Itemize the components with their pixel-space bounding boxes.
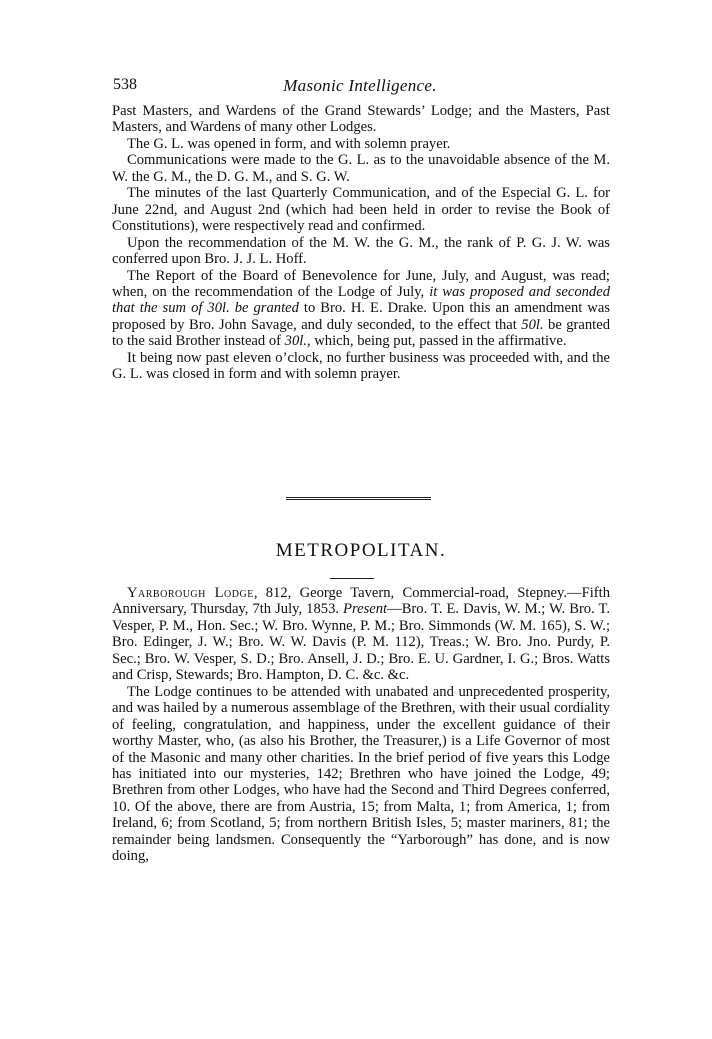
paragraph: Communications were made to the G. L. as to the unavoidable absence of the M. W. the G. M., the D. G. M., and S. G. W. <box>112 152 610 185</box>
text-run: , which, being put, passed in the affirmative. <box>306 333 567 350</box>
paragraph: Past Masters, and Wardens of the Grand Stewards’ Lodge; and the Masters, Past Masters, and Wardens of many other Lodges. <box>112 103 610 136</box>
page-number: 538 <box>113 76 137 93</box>
text-run: to Bro. H. E. Drake. Upon this an amendment was proposed by Bro. John Savage, and duly seconded, to the effect that <box>112 300 610 333</box>
paragraph: The G. L. was opened in form, and with solemn prayer. <box>127 135 451 152</box>
italic-text-run: 50l. <box>521 316 544 333</box>
present-label: Present <box>343 601 388 618</box>
text-run: —Bro. T. E. Davis, W. M.; W. Bro. T. Vesper, P. M., Hon. Sec.; W. Bro. Wynne, P. M.; Bro. Simmonds (W. M. 165), S. W.; Bro. Edinger, J. W.; Bro. W. W. Davis (P. M. 112), Treas.; W. Bro. Jno. Purdy, P. Sec.; Bro. W. Vesper, S. D.; Bro. Ansell, J. D.; Bro. E. U. Gardner, I. G.; Bros. Watts and Crisp, Stewards; Bro. Hampton, D. C. &c. &c. <box>112 601 610 684</box>
metropolitan-report <box>112 585 610 865</box>
paragraph: The minutes of the last Quarterly Communication, and of the Especial G. L. for June 22nd, and August 2nd (which had been held in order to revise the Book of Constitutions), were respectively read and confirmed. <box>112 185 610 235</box>
paragraph: Upon the recommendation of the M. W. the G. M., the rank of P. G. J. W. was conferred upon Bro. J. J. L. Hoff. <box>112 234 610 268</box>
text-run: be granted to the said Brother instead of <box>112 316 610 350</box>
paragraph: It being now past eleven o’clock, no further business was proceeded with, and the G. L. was closed in form and with solemn prayer. <box>112 349 610 383</box>
running-title: Masonic Intelligence. <box>283 76 437 95</box>
lodge-name: Yarborough Lodge <box>127 585 254 601</box>
heading-underline <box>330 578 374 579</box>
section-divider <box>286 497 431 500</box>
italic-text-run: 30l. <box>284 333 307 350</box>
italic-text-run: it was proposed and seconded that the sum of 30l. be granted <box>112 283 610 317</box>
text-run: , 812, George Tavern, Commercial-road, Stepney.—Fifth Anniversary, Thursday, 7th July, 1853. <box>112 585 610 618</box>
paragraph: The Lodge continues to be attended with unabated and unprecedented prosperity, and was hailed by a numerous assemblage of the Brethren, with their usual cordiality of feeling, congratulation, and happiness, under the excellent guidance of their worthy Master, who, (as also his Brother, the Treasurer,) is a Life Governor of most of the Masonic and many other charities. In the brief period of five years this Lodge has initiated into our mysteries, 142; Brethren who have joined the Lodge, 49; Brethren from other Lodges, who have had the Second and Third Degrees conferred, 10. Of the above, there are from Austria, 15; from Malta, 1; from America, 1; from Ireland, 6; from Scotland, 5; from northern British Isles, 5; master mariners, 81; the remainder being landsmen. Consequently the “Yarborough” has done, and is now doing, <box>112 683 610 865</box>
grand-lodge-report <box>112 103 610 383</box>
lodge-entry-paragraph <box>112 585 610 684</box>
benevolence-paragraph <box>112 268 610 350</box>
text-run: The Report of the Board of Benevolence for June, July, and August, was read; when, on the recommendation of the Lodge of July, <box>112 267 610 300</box>
page-header <box>110 76 610 96</box>
section-heading: METROPOLITAN. <box>275 540 447 561</box>
